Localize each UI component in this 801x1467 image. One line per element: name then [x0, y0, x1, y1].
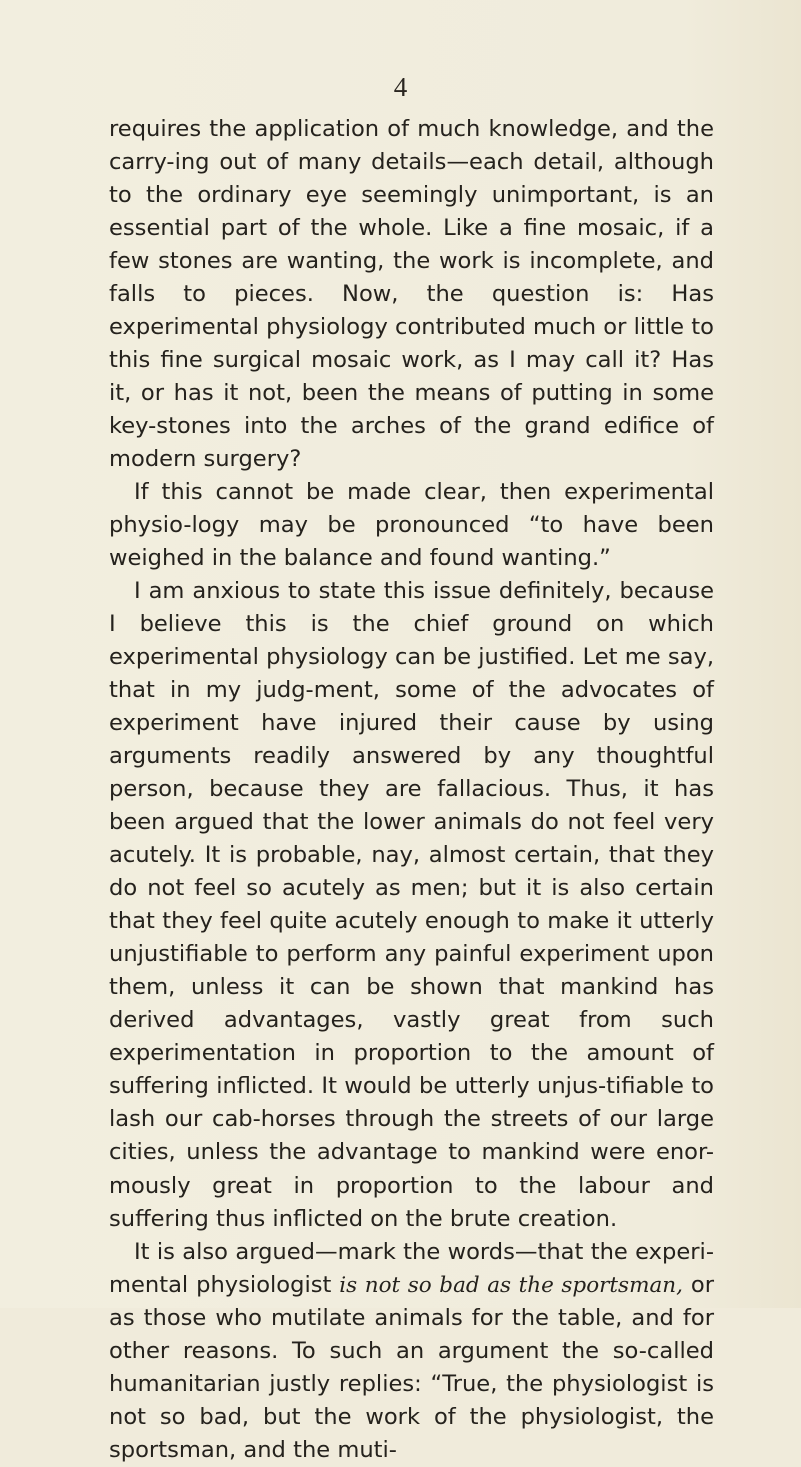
body-text [109, 113, 714, 1467]
paragraph-4-text-before: It is also argued—mark the words—that the experi-mental physiologist [109, 1238, 714, 1298]
paragraph-4 [109, 1236, 714, 1467]
paragraph-4-text-after: or as those who mutilate animals for the table, and for other reasons. To such an argument the so-called humanitarian justly replies: “True, the physiologist is not so bad, but the work of the physiologist, the sportsman, and the muti- [109, 1271, 715, 1463]
page-number: 4 [393, 72, 408, 102]
paragraph-1: requires the application of much knowledge, and the carry-ing out of many details—each detail, although to the ordinary eye seemingly unimportant, is an essential part of the whole. Like a fine mosaic, if a few stones are wanting, the work is incomplete, and falls to pieces. Now, the question is: Has experimental physiology contributed much or little to this fine surgical mosaic work, as I may call it? Has it, or has it not, been the means of putting in some key-stones into the arches of the grand edifice of modern surgery? [109, 116, 714, 473]
paragraph-3: I am anxious to state this issue definitely, because I believe this is the chief ground on which experimental physiology can be justified. Let me say, that in my judg-ment, some of the advocates of experiment have injured their cause by using arguments readily answered by any thoughtful person, because they are fallacious. Thus, it has been argued that the lower animals do not feel very acutely. It is probable, nay, almost certain, that they do not feel so acutely as men; but it is also certain that they feel quite acutely enough to make it utterly unjustifiable to perform any painful experiment upon them, unless it can be shown that mankind has derived advantages, vastly great from such experimentation in proportion to the amount of suffering inflicted. It would be utterly unjus-tifiable to lash our cab-horses through the streets of our large cities, unless the advantage to mankind were enor-mously great in proportion to the labour and suffering thus inflicted on the brute creation. [109, 578, 714, 1232]
paragraph-2: If this cannot be made clear, then experimental physio-logy may be pronounced “to have been weighed in the balance and found wanting.” [109, 479, 714, 572]
paragraph-4-italic-phrase: is not so bad as the sportsman, [339, 1272, 683, 1298]
